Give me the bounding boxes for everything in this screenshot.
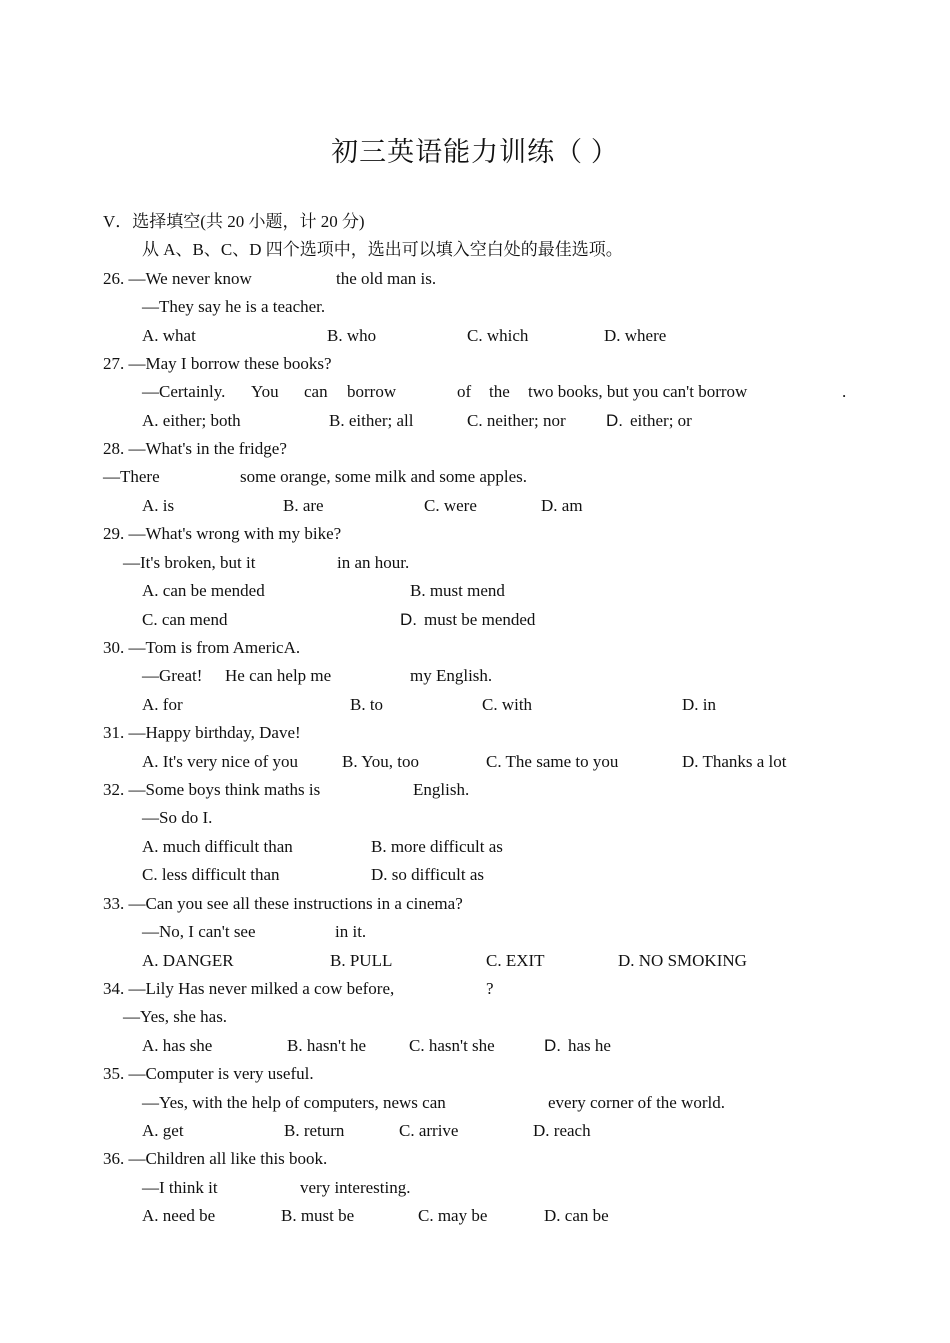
question-35-option-d[interactable]: D. reach <box>533 1121 591 1140</box>
question-33-option-c[interactable]: C. EXIT <box>486 951 545 970</box>
question-28-option-a[interactable]: A. is <box>142 496 175 515</box>
question-33-option-a[interactable]: A. DANGER <box>142 951 234 970</box>
question-28-response: —There <box>103 467 160 486</box>
question-30-option-c[interactable]: C. with <box>482 695 533 714</box>
question-36-stem: 36. —Children all like this book. <box>103 1149 328 1168</box>
question-31-option-d[interactable]: D. Thanks a lot <box>682 752 787 771</box>
question-34-option-b[interactable]: B. hasn't he <box>287 1036 367 1055</box>
question-26-option-a[interactable]: A. what <box>142 326 196 345</box>
question-34-option-a[interactable]: A. has she <box>142 1036 213 1055</box>
question-27-option-d-letter[interactable]: D. <box>606 411 623 430</box>
question-27-option-b[interactable]: B. either; all <box>329 411 414 430</box>
question-29-option-a[interactable]: A. can be mended <box>142 581 265 600</box>
question-26-option-d[interactable]: D. where <box>604 326 667 345</box>
question-28-option-b[interactable]: B. are <box>283 496 324 515</box>
question-29-option-b[interactable]: B. must mend <box>410 581 505 600</box>
question-27-response-5: of <box>457 382 472 401</box>
question-34-option-c[interactable]: C. hasn't she <box>409 1036 495 1055</box>
question-32-response: —So do I. <box>142 808 213 827</box>
question-36-option-c[interactable]: C. may be <box>418 1206 488 1225</box>
question-27-response-end: . <box>842 382 847 401</box>
question-32-option-d[interactable]: D. so difficult as <box>371 865 485 884</box>
question-34-option-d[interactable]: has he <box>568 1036 611 1055</box>
question-27-response-2: You <box>251 382 279 401</box>
question-34-stem: 34. —Lily Has never milked a cow before, <box>103 979 395 998</box>
question-30-response-2: He can help me <box>225 666 332 685</box>
question-36-option-a[interactable]: A. need be <box>142 1206 216 1225</box>
question-36-option-b[interactable]: B. must be <box>281 1206 355 1225</box>
question-33-stem: 33. —Can you see all these instructions in a cinema? <box>103 894 463 913</box>
question-30-option-a[interactable]: A. for <box>142 695 183 714</box>
question-33-response-cont: in it. <box>335 922 367 941</box>
question-29-response: —It's broken, but it <box>123 553 256 572</box>
question-35-response: —Yes, with the help of computers, news can <box>142 1093 446 1112</box>
question-31-option-b[interactable]: B. You, too <box>342 752 420 771</box>
question-36-option-d[interactable]: D. can be <box>544 1206 609 1225</box>
question-33-response: —No, I can't see <box>142 922 256 941</box>
question-27-response-4: borrow <box>347 382 397 401</box>
question-33-option-b[interactable]: B. PULL <box>330 951 393 970</box>
question-27-option-c[interactable]: C. neither; nor <box>467 411 566 430</box>
page-title: 初三英语能力训练（ ） <box>331 137 619 167</box>
question-27-response-1: —Certainly. <box>142 382 226 401</box>
question-27-response-7: two books, but you can't borrow <box>528 382 748 401</box>
question-29-response-cont: in an hour. <box>337 553 410 572</box>
question-28-response-cont: some orange, some milk and some apples. <box>240 467 528 486</box>
question-27-response-6: the <box>489 382 510 401</box>
question-30-response-1: —Great! <box>142 666 203 685</box>
question-26-option-c[interactable]: C. which <box>467 326 529 345</box>
question-26-stem: 26. —We never know <box>103 269 252 288</box>
section-heading: V．选择填空(共 20 小题，计 20 分) <box>103 212 365 231</box>
question-29-option-d-letter[interactable]: D. <box>400 610 417 629</box>
question-28-option-c[interactable]: C. were <box>424 496 477 515</box>
question-35-option-c[interactable]: C. arrive <box>399 1121 459 1140</box>
question-35-response-cont: every corner of the world. <box>548 1093 726 1112</box>
question-26-option-b[interactable]: B. who <box>327 326 377 345</box>
question-27-option-d[interactable]: either; or <box>630 411 692 430</box>
question-34-stem-end: ? <box>486 979 494 998</box>
question-35-option-b[interactable]: B. return <box>284 1121 345 1140</box>
question-35-stem: 35. —Computer is very useful. <box>103 1064 314 1083</box>
question-31-option-c[interactable]: C. The same to you <box>486 752 619 771</box>
question-32-stem-cont: English. <box>413 780 470 799</box>
question-32-stem: 32. —Some boys think maths is <box>103 780 321 799</box>
question-26-response: —They say he is a teacher. <box>142 297 326 316</box>
question-32-option-c[interactable]: C. less difficult than <box>142 865 280 884</box>
question-28-stem: 28. —What's in the fridge? <box>103 439 287 458</box>
question-29-option-d[interactable]: must be mended <box>424 610 536 629</box>
question-28-option-d[interactable]: D. am <box>541 496 583 515</box>
question-36-response-cont: very interesting. <box>300 1178 411 1197</box>
question-33-option-d[interactable]: D. NO SMOKING <box>618 951 747 970</box>
question-27-stem: 27. —May I borrow these books? <box>103 354 332 373</box>
question-27-option-a[interactable]: A. either; both <box>142 411 241 430</box>
question-30-stem: 30. —Tom is from AmericA. <box>103 638 301 657</box>
question-30-option-b[interactable]: B. to <box>350 695 384 714</box>
question-29-option-c[interactable]: C. can mend <box>142 610 228 629</box>
question-32-option-b[interactable]: B. more difficult as <box>371 837 503 856</box>
section-instruction: 从 A、B、C、D 四个选项中，选出可以填入空白处的最佳选项。 <box>142 240 623 259</box>
question-30-response-3: my English. <box>410 666 493 685</box>
question-34-option-d-letter[interactable]: D. <box>544 1036 561 1055</box>
question-30-option-d[interactable]: D. in <box>682 695 716 714</box>
question-34-response: —Yes, she has. <box>123 1007 228 1026</box>
question-26-stem-cont: the old man is. <box>336 269 437 288</box>
question-36-response: —I think it <box>142 1178 218 1197</box>
question-32-option-a[interactable]: A. much difficult than <box>142 837 293 856</box>
question-31-option-a[interactable]: A. It's very nice of you <box>142 752 299 771</box>
question-31-stem: 31. —Happy birthday, Dave! <box>103 723 301 742</box>
question-27-response-3: can <box>304 382 328 401</box>
question-29-stem: 29. —What's wrong with my bike? <box>103 524 342 543</box>
question-35-option-a[interactable]: A. get <box>142 1121 184 1140</box>
